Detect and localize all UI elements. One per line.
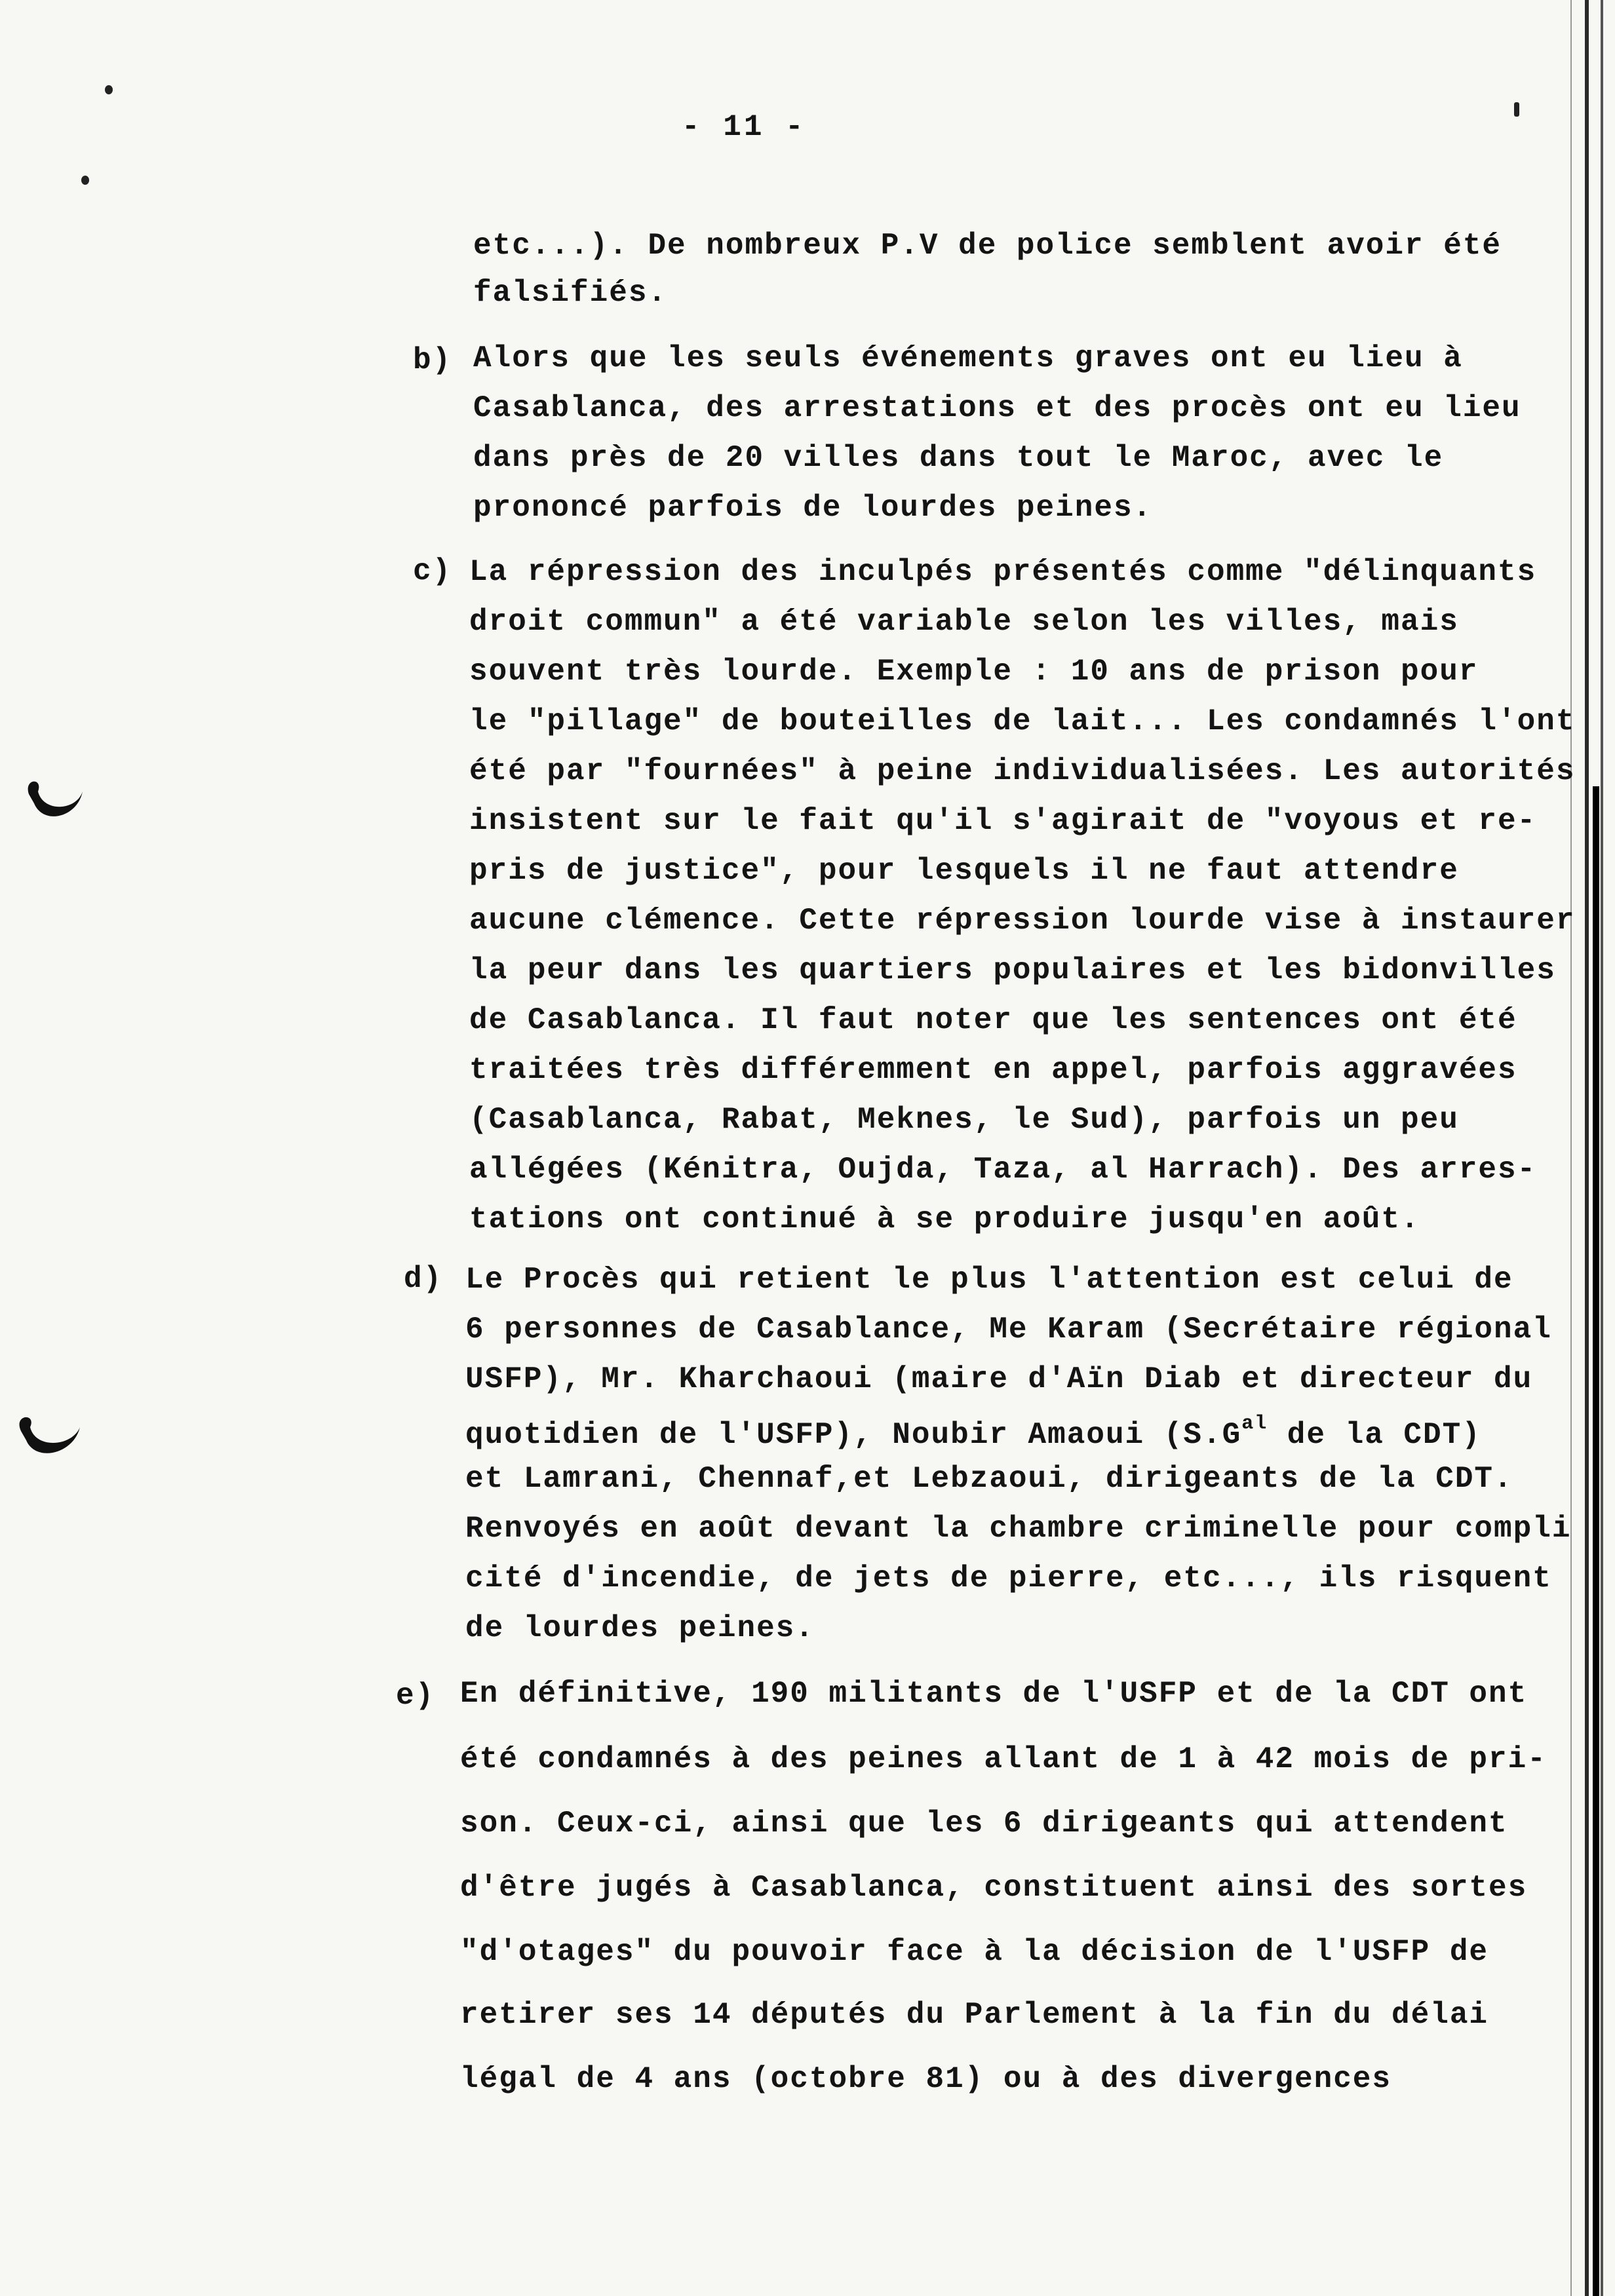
punch-hole-mark-icon xyxy=(7,1407,85,1460)
paragraph-line: cité d'incendie, de jets de pierre, etc..., ils risquent xyxy=(465,1561,1552,1596)
paragraph-line: 6 personnes de Casablance, Me Karam (Secrétaire régional xyxy=(465,1312,1552,1347)
paragraph-line xyxy=(465,1414,1481,1450)
paragraph-line: insistent sur le fait qu'il s'agirait de "voyous et re- xyxy=(469,804,1537,838)
line-text: de la CDT) xyxy=(1268,1418,1481,1452)
paragraph-line: de lourdes peines. xyxy=(465,1611,815,1645)
item-label: e) xyxy=(396,1679,435,1713)
superscript: al xyxy=(1241,1413,1268,1435)
paragraph-line: d'être jugés à Casablanca, constituent ainsi des sortes xyxy=(460,1871,1528,1905)
paragraph-line: En définitive, 190 militants de l'USFP et de la CDT ont xyxy=(460,1677,1528,1711)
binding-edge xyxy=(1593,786,1599,2296)
paragraph-line: traitées très différemment en appel, parfois aggravées xyxy=(469,1053,1517,1087)
paragraph-line: de Casablanca. Il faut noter que les sentences ont été xyxy=(469,1003,1517,1037)
paragraph-line: la peur dans les quartiers populaires et les bidonvilles xyxy=(469,953,1556,987)
paragraph-line: prononcé parfois de lourdes peines. xyxy=(473,491,1153,525)
binding-edge xyxy=(1601,0,1603,2296)
paragraph-line: pris de justice", pour lesquels il ne faut attendre xyxy=(469,854,1459,888)
paragraph-line: été par "fournées" à peine individualisées. Les autorités xyxy=(469,754,1576,788)
line-text: quotidien de l'USFP), Noubir Amaoui (S.G xyxy=(465,1418,1242,1452)
scan-speck xyxy=(1514,102,1519,117)
paragraph-line: "d'otages" du pouvoir face à la décision de l'USFP de xyxy=(460,1935,1489,1969)
scan-speck xyxy=(81,176,89,185)
binding-edge xyxy=(1585,0,1589,2296)
paragraph-line: Renvoyés en août devant la chambre criminelle pour compli xyxy=(465,1512,1572,1546)
paragraph-line: et Lamrani, Chennaf,et Lebzaoui, dirigeants de la CDT. xyxy=(465,1462,1513,1496)
paragraph-line: tations ont continué à se produire jusqu'en août. xyxy=(469,1202,1420,1236)
binding-edge xyxy=(1570,0,1572,2296)
item-label: c) xyxy=(413,554,452,588)
paragraph-line: Alors que les seuls événements graves ont eu lieu à xyxy=(473,341,1463,375)
paragraph-line: La répression des inculpés présentés comme "délinquants xyxy=(469,555,1537,589)
paragraph-line: été condamnés à des peines allant de 1 à 42 mois de pri- xyxy=(460,1742,1547,1776)
paragraph-line: allégées (Kénitra, Oujda, Taza, al Harrach). Des arres- xyxy=(469,1153,1537,1187)
scan-speck xyxy=(105,85,113,94)
paragraph-line: droit commun" a été variable selon les villes, mais xyxy=(469,605,1459,639)
page-number: - 11 - xyxy=(682,110,806,144)
paragraph-line: dans près de 20 villes dans tout le Maroc, avec le xyxy=(473,441,1444,475)
paragraph-line: etc...). De nombreux P.V de police semblent avoir été xyxy=(473,229,1502,263)
item-label: b) xyxy=(413,343,452,377)
paragraph-line: aucune clémence. Cette répression lourde vise à instaurer xyxy=(469,904,1576,938)
paragraph-line: falsifiés. xyxy=(473,276,668,310)
paragraph-line: Le Procès qui retient le plus l'attention est celui de xyxy=(465,1263,1513,1297)
paragraph-line: souvent très lourde. Exemple : 10 ans de prison pour xyxy=(469,655,1479,689)
paragraph-line: légal de 4 ans (octobre 81) ou à des divergences xyxy=(460,2062,1392,2096)
paragraph-line: USFP), Mr. Kharchaoui (maire d'Aïn Diab et directeur du xyxy=(465,1362,1533,1396)
paragraph-line: Casablanca, des arrestations et des procès ont eu lieu xyxy=(473,391,1521,425)
item-label: d) xyxy=(404,1262,443,1296)
paragraph-line: le "pillage" de bouteilles de lait... Les condamnés l'ont xyxy=(469,704,1576,738)
paragraph-line: son. Ceux-ci, ainsi que les 6 dirigeants qui attendent xyxy=(460,1807,1508,1841)
punch-hole-mark-icon xyxy=(17,772,89,824)
paragraph-line: (Casablanca, Rabat, Meknes, le Sud), parfois un peu xyxy=(469,1103,1459,1137)
paragraph-line: retirer ses 14 députés du Parlement à la fin du délai xyxy=(460,1998,1489,2032)
